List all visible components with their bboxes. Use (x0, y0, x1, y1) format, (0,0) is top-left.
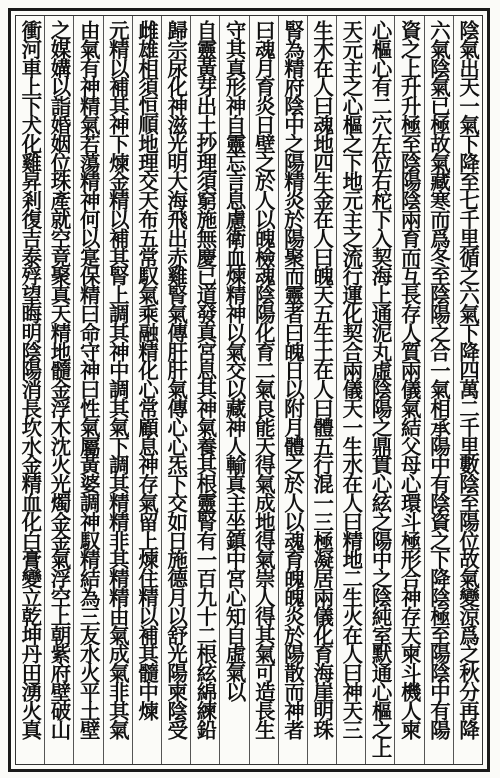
page-border (8, 8, 490, 772)
text-column-3: 資之上升升極至陰陽陰兩育而互長存人質兩儀氣結父母心環斗極形合神存天柬斗機人柬 (394, 16, 423, 764)
text-column-13: 元精以補其神下煉金精以補其腎上調其神中調其氣下調其精精非其精精由氣成氣非其氣 (103, 16, 132, 764)
text-column-7: 腎為精府陰中之陽精炎於陽聚而靈者曰魄日以附月體之於人以魂育魄魄炎於陽散而神者 (278, 16, 307, 764)
text-column-8: 曰魂月育炎日壁之於人以魄檢魂陰陽化育二氣良能天得氣成地得氣崇人得其氣可造長生 (249, 16, 278, 764)
text-columns (15, 15, 483, 765)
text-column-6: 生木在人曰魂地四生金在人曰魄天五生土在人曰體五行混一三極凝居兩儀化育海崖明珠 (307, 16, 336, 764)
text-column-11: 歸宗尿化神滋光明大海飛出赤雞腎氣傳肝肝氣傳心心炁下交如日施德月以舒光陽柬陰受 (161, 16, 190, 764)
text-column-12: 雌雄相須恒順地理交天布五常馭氣乘融精化心常顧息神存氣留上煉住精以補其髓中煉 (132, 16, 161, 764)
text-column-1: 陰氣出天一氣下降至七千里循之六氣下降四萬二千里數陰至陽位故氣變涼爲之秋分再降 (453, 16, 482, 764)
text-column-16: 衝河車上下犬化雞昇剎復吉泰殍望晦明陰陽消長坎水金精血化白膏變立乾坤丹田湧火真 (18, 20, 43, 739)
text-column-14: 由氣有神精氣若蕩精神何以寔保精曰命守神曰性氣屬黃婆調神馭精結為三友水火平土壁 (73, 16, 102, 764)
text-column-10: 自靈黃芽出土抄理須窮施無慶已道發真宮息其神氣養其根靈腎有一百九十二根絃綿練鉛 (190, 16, 219, 764)
text-column-5: 天元主之心樞之下地元主之流行運化契合兩儀天一生水在人曰精地二生火在人曰神天三 (336, 16, 365, 764)
text-column-2: 六氣陰氣已極故氣藏寒而爲冬至陰陽之合一氣相承陽中有陰資之下降陰極至陽陰中有陽 (424, 16, 453, 764)
text-column-15: 之媒媾以詣婚姻位珠產就空竟聚真天精地髓金浮木沈火光燭金金氣浮空上朝紫府壁破山 (44, 16, 73, 764)
text-column-4: 心樞心有二穴左位右柁下入契海上通泥丸虛陰陽之鼎貫心絃之陽中之陰純室默通心樞之上 (365, 16, 394, 764)
text-column-9: 守其真形神自靈忘言息慮衛血煉精神以氣交以藏神人輸真主坐鎮中宮心知自虛氣以 (219, 16, 248, 764)
